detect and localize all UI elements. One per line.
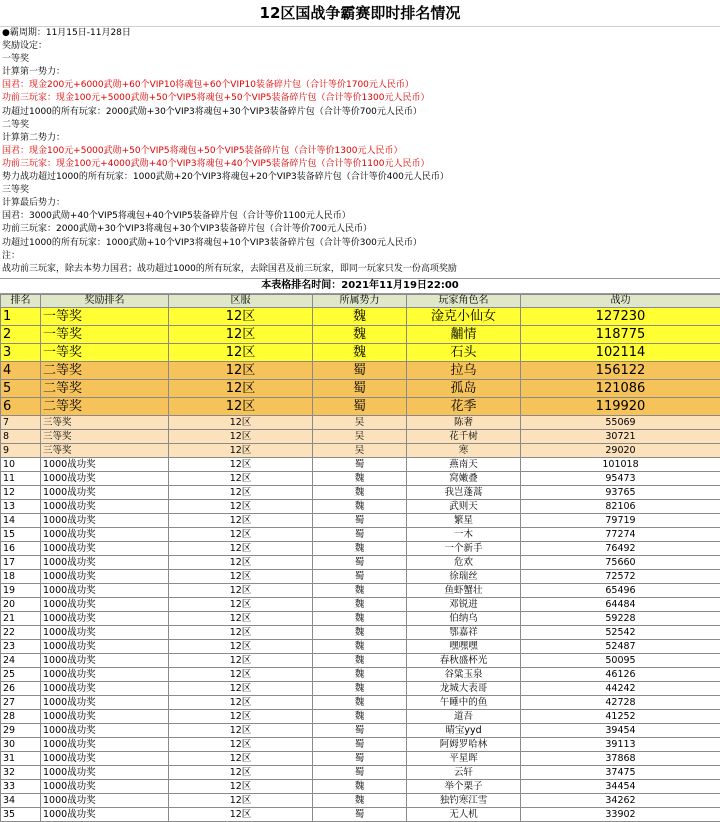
table-cell: 魏 xyxy=(313,653,407,667)
table-cell: 蜀 xyxy=(313,397,407,415)
table-cell: 一等奖 xyxy=(41,325,169,343)
rules-line: 功超过1000的所有玩家：2000武勋+30个VIP3将魂包+30个VIP3装备碎片包（合计等价700元人民币） xyxy=(2,106,720,119)
table-cell: 1000战功奖 xyxy=(41,555,169,569)
table-cell: 12区 xyxy=(169,653,313,667)
rules-line: 战功前三玩家，除去本势力国君；战功超过1000的所有玩家，去除国君及前三玩家，即同一玩家只发一份高项奖励 xyxy=(2,263,720,276)
sheet-title: 12区国战争霸赛即时排名情况 xyxy=(0,0,720,27)
table-row xyxy=(1,681,720,695)
table-cell: 20 xyxy=(1,597,41,611)
table-cell: 1000战功奖 xyxy=(41,625,169,639)
table-cell: 蜀 xyxy=(313,737,407,751)
table-cell: 32 xyxy=(1,765,41,779)
table-cell: 拉乌 xyxy=(407,361,521,379)
table-cell: 魏 xyxy=(313,625,407,639)
table-cell: 12区 xyxy=(169,583,313,597)
table-cell: 魏 xyxy=(313,471,407,485)
table-row xyxy=(1,723,720,737)
table-row xyxy=(1,695,720,709)
table-cell: 37868 xyxy=(521,751,720,765)
table-cell: 吴 xyxy=(313,415,407,429)
table-row xyxy=(1,569,720,583)
rules-line: 计算第一势力： xyxy=(2,66,720,79)
table-header xyxy=(1,294,720,307)
table-cell: 黼情 xyxy=(407,325,521,343)
table-cell: 41252 xyxy=(521,709,720,723)
table-cell: 79719 xyxy=(521,513,720,527)
table-cell: 我岂蓬蒿 xyxy=(407,485,521,499)
table-cell: 46126 xyxy=(521,667,720,681)
table-cell: 午睡中的鱼 xyxy=(407,695,521,709)
table-cell: 蜀 xyxy=(313,723,407,737)
table-cell: 29020 xyxy=(521,443,720,457)
table-cell: 道吾 xyxy=(407,709,521,723)
table-cell: 35 xyxy=(1,807,41,821)
table-row xyxy=(1,793,720,807)
rules-line: 功前三玩家：现金100元+5000武勋+50个VIP5将魂包+50个VIP5装备碎片包（合计等价1300元人民币） xyxy=(2,92,720,105)
table-cell: 燕南天 xyxy=(407,457,521,471)
table-row xyxy=(1,555,720,569)
rules-line: ●霸周期：11月15日-11月28日 xyxy=(2,27,720,40)
table-cell: 156122 xyxy=(521,361,720,379)
table-cell: 12区 xyxy=(169,361,313,379)
table-cell: 龙城大表哥 xyxy=(407,681,521,695)
table-cell: 蜀 xyxy=(313,555,407,569)
table-cell: 二等奖 xyxy=(41,361,169,379)
table-cell: 13 xyxy=(1,499,41,513)
table-cell: 魏 xyxy=(313,499,407,513)
table-cell: 三等奖 xyxy=(41,429,169,443)
table-row xyxy=(1,443,720,457)
table-cell: 12区 xyxy=(169,379,313,397)
table-row xyxy=(1,485,720,499)
table-cell: 魏 xyxy=(313,541,407,555)
table-cell: 4 xyxy=(1,361,41,379)
table-cell: 12区 xyxy=(169,681,313,695)
table-row xyxy=(1,471,720,485)
table-row xyxy=(1,415,720,429)
table-cell: 阿姆罗哈林 xyxy=(407,737,521,751)
table-cell: 12区 xyxy=(169,625,313,639)
column-header: 区服 xyxy=(169,294,313,307)
table-cell: 33902 xyxy=(521,807,720,821)
table-cell: 蜀 xyxy=(313,751,407,765)
rules-line: 势力战功超过1000的所有玩家：1000武勋+20个VIP3将魂包+20个VIP3装备碎片包（合计等价400元人民币） xyxy=(2,171,720,184)
table-cell: 42728 xyxy=(521,695,720,709)
table-cell: 12区 xyxy=(169,807,313,821)
table-row xyxy=(1,379,720,397)
table-row xyxy=(1,737,720,751)
table-cell: 93765 xyxy=(521,485,720,499)
table-cell: 嘿嘿嘿 xyxy=(407,639,521,653)
table-cell: 一个新手 xyxy=(407,541,521,555)
table-cell: 39454 xyxy=(521,723,720,737)
table-cell: 12区 xyxy=(169,429,313,443)
table-cell: 12区 xyxy=(169,723,313,737)
table-cell: 魏 xyxy=(313,307,407,325)
table-cell: 魏 xyxy=(313,709,407,723)
table-cell: 12区 xyxy=(169,695,313,709)
table-cell: 危欢 xyxy=(407,555,521,569)
table-cell: 1000战功奖 xyxy=(41,471,169,485)
table-cell: 鄂嘉祥 xyxy=(407,625,521,639)
table-cell: 武则天 xyxy=(407,499,521,513)
table-cell: 18 xyxy=(1,569,41,583)
rules-line: 一等奖 xyxy=(2,53,720,66)
table-row xyxy=(1,343,720,361)
table-cell: 蜀 xyxy=(313,527,407,541)
table-cell: 魏 xyxy=(313,343,407,361)
table-cell: 12区 xyxy=(169,343,313,361)
table-row xyxy=(1,429,720,443)
table-cell: 12区 xyxy=(169,485,313,499)
table-cell: 蜀 xyxy=(313,457,407,471)
table-cell: 12区 xyxy=(169,597,313,611)
table-cell: 12区 xyxy=(169,527,313,541)
table-cell: 三等奖 xyxy=(41,415,169,429)
table-cell: 5 xyxy=(1,379,41,397)
table-cell: 魏 xyxy=(313,597,407,611)
table-cell: 14 xyxy=(1,513,41,527)
table-cell: 花季 xyxy=(407,397,521,415)
table-cell: 64484 xyxy=(521,597,720,611)
table-cell: 1000战功奖 xyxy=(41,695,169,709)
table-cell: 12区 xyxy=(169,471,313,485)
table-cell: 一等奖 xyxy=(41,307,169,325)
table-row xyxy=(1,325,720,343)
rules-line: 国君：现金100元+5000武勋+50个VIP5将魂包+50个VIP5装备碎片包（合计等价1300元人民币） xyxy=(2,145,720,158)
table-cell: 二等奖 xyxy=(41,397,169,415)
table-cell: 25 xyxy=(1,667,41,681)
table-cell: 12区 xyxy=(169,779,313,793)
table-cell: 吴 xyxy=(313,443,407,457)
table-cell: 2 xyxy=(1,325,41,343)
table-row xyxy=(1,653,720,667)
table-cell: 1000战功奖 xyxy=(41,611,169,625)
table-row xyxy=(1,807,720,821)
rules-line: 功超过1000的所有玩家：1000武勋+10个VIP3将魂包+10个VIP3装备碎片包（合计等价300元人民币） xyxy=(2,237,720,250)
table-cell: 蜀 xyxy=(313,765,407,779)
table-cell: 魏 xyxy=(313,695,407,709)
table-cell: 蜀 xyxy=(313,513,407,527)
ranking-time: 本表格排名时间：2021年11月19日22:00 xyxy=(0,278,720,294)
table-cell: 无人机 xyxy=(407,807,521,821)
table-row xyxy=(1,597,720,611)
table-row xyxy=(1,611,720,625)
table-cell: 魏 xyxy=(313,667,407,681)
table-cell: 55069 xyxy=(521,415,720,429)
table-cell: 95473 xyxy=(521,471,720,485)
table-cell: 12区 xyxy=(169,397,313,415)
table-cell: 1000战功奖 xyxy=(41,541,169,555)
table-row xyxy=(1,499,720,513)
table-cell: 二等奖 xyxy=(41,379,169,397)
table-cell: 6 xyxy=(1,397,41,415)
table-row xyxy=(1,513,720,527)
table-cell: 1000战功奖 xyxy=(41,569,169,583)
table-row xyxy=(1,307,720,325)
rules-line: 国君：现金200元+6000武勋+60个VIP10将魂包+60个VIP10装备碎片包（合计等价1700元人民币） xyxy=(2,79,720,92)
table-row xyxy=(1,639,720,653)
table-cell: 三等奖 xyxy=(41,443,169,457)
table-cell: 1000战功奖 xyxy=(41,681,169,695)
table-cell: 晴宝yyd xyxy=(407,723,521,737)
table-cell: 独钓寒江雪 xyxy=(407,793,521,807)
table-row xyxy=(1,779,720,793)
table-row xyxy=(1,527,720,541)
table-cell: 1000战功奖 xyxy=(41,597,169,611)
table-row xyxy=(1,667,720,681)
table-row xyxy=(1,397,720,415)
table-cell: 10 xyxy=(1,457,41,471)
table-cell: 3 xyxy=(1,343,41,361)
table-cell: 127230 xyxy=(521,307,720,325)
table-cell: 9 xyxy=(1,443,41,457)
table-cell: 39113 xyxy=(521,737,720,751)
table-cell: 12区 xyxy=(169,737,313,751)
table-cell: 孤岛 xyxy=(407,379,521,397)
table-cell: 37475 xyxy=(521,765,720,779)
table-cell: 徐瑞丝 xyxy=(407,569,521,583)
table-cell: 12区 xyxy=(169,709,313,723)
column-header: 玩家角色名 xyxy=(407,294,521,307)
table-cell: 魏 xyxy=(313,681,407,695)
table-row xyxy=(1,625,720,639)
table-cell: 鱼虾蟹壮 xyxy=(407,583,521,597)
table-cell: 云轩 xyxy=(407,765,521,779)
table-cell: 75660 xyxy=(521,555,720,569)
table-cell: 石头 xyxy=(407,343,521,361)
table-cell: 12区 xyxy=(169,765,313,779)
rules-line: 注： xyxy=(2,250,720,263)
table-cell: 繁星 xyxy=(407,513,521,527)
table-cell: 1000战功奖 xyxy=(41,667,169,681)
table-cell: 1000战功奖 xyxy=(41,653,169,667)
table-cell: 魏 xyxy=(313,793,407,807)
table-cell: 31 xyxy=(1,751,41,765)
table-row xyxy=(1,765,720,779)
column-header: 所属势力 xyxy=(313,294,407,307)
table-cell: 魏 xyxy=(313,325,407,343)
table-cell: 1000战功奖 xyxy=(41,485,169,499)
table-cell: 1000战功奖 xyxy=(41,499,169,513)
table-row xyxy=(1,583,720,597)
column-header: 排名 xyxy=(1,294,41,307)
table-row xyxy=(1,541,720,555)
table-cell: 魏 xyxy=(313,485,407,499)
table-cell: 8 xyxy=(1,429,41,443)
table-cell: 23 xyxy=(1,639,41,653)
table-cell: 一等奖 xyxy=(41,343,169,361)
table-cell: 春秋盛杯光 xyxy=(407,653,521,667)
table-cell: 1000战功奖 xyxy=(41,513,169,527)
table-cell: 12区 xyxy=(169,415,313,429)
table-row xyxy=(1,361,720,379)
table-cell: 吴 xyxy=(313,429,407,443)
table-cell: 1000战功奖 xyxy=(41,807,169,821)
table-cell: 15 xyxy=(1,527,41,541)
table-cell: 1 xyxy=(1,307,41,325)
table-cell: 119920 xyxy=(521,397,720,415)
table-cell: 12区 xyxy=(169,541,313,555)
table-cell: 22 xyxy=(1,625,41,639)
table-cell: 12区 xyxy=(169,325,313,343)
table-cell: 19 xyxy=(1,583,41,597)
table-row xyxy=(1,457,720,471)
table-cell: 举个栗子 xyxy=(407,779,521,793)
table-cell: 12区 xyxy=(169,443,313,457)
rules-info xyxy=(0,27,720,276)
table-cell: 陈奢 xyxy=(407,415,521,429)
table-cell: 12区 xyxy=(169,307,313,325)
table-cell: 102114 xyxy=(521,343,720,361)
rules-line: 计算最后势力： xyxy=(2,197,720,210)
table-cell: 121086 xyxy=(521,379,720,397)
table-cell: 邓锐进 xyxy=(407,597,521,611)
table-cell: 1000战功奖 xyxy=(41,527,169,541)
column-header: 奖励排名 xyxy=(41,294,169,307)
table-cell: 蜀 xyxy=(313,379,407,397)
table-cell: 118775 xyxy=(521,325,720,343)
table-cell: 101018 xyxy=(521,457,720,471)
table-cell: 21 xyxy=(1,611,41,625)
table-cell: 28 xyxy=(1,709,41,723)
table-cell: 7 xyxy=(1,415,41,429)
table-cell: 1000战功奖 xyxy=(41,457,169,471)
table-cell: 1000战功奖 xyxy=(41,709,169,723)
table-cell: 52487 xyxy=(521,639,720,653)
table-cell: 52542 xyxy=(521,625,720,639)
rules-line: 计算第二势力： xyxy=(2,132,720,145)
table-row xyxy=(1,751,720,765)
table-cell: 65496 xyxy=(521,583,720,597)
table-cell: 30 xyxy=(1,737,41,751)
table-cell: 1000战功奖 xyxy=(41,723,169,737)
table-cell: 24 xyxy=(1,653,41,667)
rules-line: 国君：3000武勋+40个VIP5将魂包+40个VIP5装备碎片包（合计等价1100元人民币） xyxy=(2,210,720,223)
table-cell: 27 xyxy=(1,695,41,709)
table-row xyxy=(1,709,720,723)
table-cell: 1000战功奖 xyxy=(41,779,169,793)
table-cell: 72572 xyxy=(521,569,720,583)
table-cell: 平星晖 xyxy=(407,751,521,765)
table-cell: 30721 xyxy=(521,429,720,443)
table-cell: 16 xyxy=(1,541,41,555)
table-cell: 1000战功奖 xyxy=(41,737,169,751)
table-cell: 44242 xyxy=(521,681,720,695)
table-cell: 12区 xyxy=(169,751,313,765)
table-cell: 一木 xyxy=(407,527,521,541)
column-header: 战功 xyxy=(521,294,720,307)
table-cell: 59228 xyxy=(521,611,720,625)
table-cell: 12区 xyxy=(169,793,313,807)
table-cell: 魏 xyxy=(313,779,407,793)
ranking-table xyxy=(0,294,720,822)
table-cell: 82106 xyxy=(521,499,720,513)
table-cell: 蜀 xyxy=(313,361,407,379)
table-cell: 1000战功奖 xyxy=(41,793,169,807)
table-cell: 1000战功奖 xyxy=(41,583,169,597)
table-cell: 76492 xyxy=(521,541,720,555)
rules-line: 二等奖 xyxy=(2,119,720,132)
table-cell: 12区 xyxy=(169,667,313,681)
table-cell: 1000战功奖 xyxy=(41,765,169,779)
table-cell: 魏 xyxy=(313,583,407,597)
table-cell: 12区 xyxy=(169,555,313,569)
table-cell: 29 xyxy=(1,723,41,737)
table-cell: 1000战功奖 xyxy=(41,639,169,653)
table-cell: 12区 xyxy=(169,513,313,527)
table-cell: 12区 xyxy=(169,499,313,513)
table-cell: 12区 xyxy=(169,569,313,583)
rules-line: 奖励设定： xyxy=(2,40,720,53)
table-cell: 寒 xyxy=(407,443,521,457)
table-cell: 34 xyxy=(1,793,41,807)
table-cell: 12区 xyxy=(169,457,313,471)
table-cell: 12区 xyxy=(169,639,313,653)
table-cell: 花千树 xyxy=(407,429,521,443)
table-cell: 谷粱玉泉 xyxy=(407,667,521,681)
table-cell: 1000战功奖 xyxy=(41,751,169,765)
table-cell: 淦克小仙女 xyxy=(407,307,521,325)
table-cell: 魏 xyxy=(313,639,407,653)
table-cell: 11 xyxy=(1,471,41,485)
table-cell: 34454 xyxy=(521,779,720,793)
rules-line: 功前三玩家：现金100元+4000武勋+40个VIP3将魂包+40个VIP5装备碎片包（合计等价1100元人民币） xyxy=(2,158,720,171)
table-cell: 伯纳乌 xyxy=(407,611,521,625)
table-cell: 蜀 xyxy=(313,807,407,821)
table-cell: 12 xyxy=(1,485,41,499)
table-cell: 34262 xyxy=(521,793,720,807)
table-cell: 50095 xyxy=(521,653,720,667)
table-cell: 77274 xyxy=(521,527,720,541)
table-cell: 12区 xyxy=(169,611,313,625)
rules-line: 功前三玩家：2000武勋+30个VIP3将魂包+30个VIP3装备碎片包（合计等价700元人民币） xyxy=(2,223,720,236)
table-cell: 蜀 xyxy=(313,569,407,583)
table-cell: 33 xyxy=(1,779,41,793)
table-cell: 窝嫩叠 xyxy=(407,471,521,485)
table-cell: 26 xyxy=(1,681,41,695)
rules-line: 三等奖 xyxy=(2,184,720,197)
table-cell: 魏 xyxy=(313,611,407,625)
table-cell: 17 xyxy=(1,555,41,569)
